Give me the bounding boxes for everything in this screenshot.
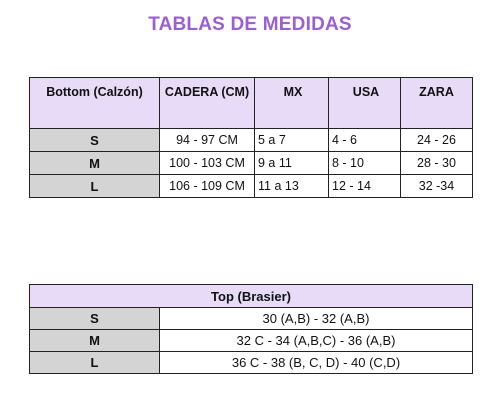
brasier-size-cell: 30 (A,B) - 32 (A,B): [160, 308, 473, 330]
mx-cell: 9 a 11: [255, 152, 329, 175]
header-cadera: CADERA (CM): [160, 78, 255, 129]
bottom-table-header-row: [30, 78, 473, 129]
top-table-header-row: [30, 285, 473, 308]
table-row: [30, 308, 473, 330]
table-row: [30, 175, 473, 198]
header-bottom: Bottom (Calzón): [30, 78, 160, 129]
size-cell: S: [30, 308, 160, 330]
header-top-brasier: Top (Brasier): [30, 285, 473, 308]
top-size-table: [29, 284, 473, 374]
zara-cell: 32 -34: [401, 175, 473, 198]
usa-cell: 8 - 10: [329, 152, 401, 175]
size-cell: L: [30, 175, 160, 198]
size-cell: S: [30, 129, 160, 152]
zara-cell: 28 - 30: [401, 152, 473, 175]
cadera-cell: 106 - 109 CM: [160, 175, 255, 198]
header-mx: MX: [255, 78, 329, 129]
mx-cell: 5 a 7: [255, 129, 329, 152]
mx-cell: 11 a 13: [255, 175, 329, 198]
size-cell: M: [30, 152, 160, 175]
header-zara: ZARA: [401, 78, 473, 129]
bottom-size-table: [29, 77, 473, 198]
brasier-size-cell: 32 C - 34 (A,B,C) - 36 (A,B): [160, 330, 473, 352]
zara-cell: 24 - 26: [401, 129, 473, 152]
cadera-cell: 94 - 97 CM: [160, 129, 255, 152]
cadera-cell: 100 - 103 CM: [160, 152, 255, 175]
size-cell: L: [30, 352, 160, 374]
table-row: [30, 352, 473, 374]
size-cell: M: [30, 330, 160, 352]
table-row: [30, 152, 473, 175]
header-usa: USA: [329, 78, 401, 129]
page-title: TABLAS DE MEDIDAS: [148, 14, 352, 35]
brasier-size-cell: 36 C - 38 (B, C, D) - 40 (C,D): [160, 352, 473, 374]
table-row: [30, 129, 473, 152]
usa-cell: 4 - 6: [329, 129, 401, 152]
usa-cell: 12 - 14: [329, 175, 401, 198]
table-row: [30, 330, 473, 352]
